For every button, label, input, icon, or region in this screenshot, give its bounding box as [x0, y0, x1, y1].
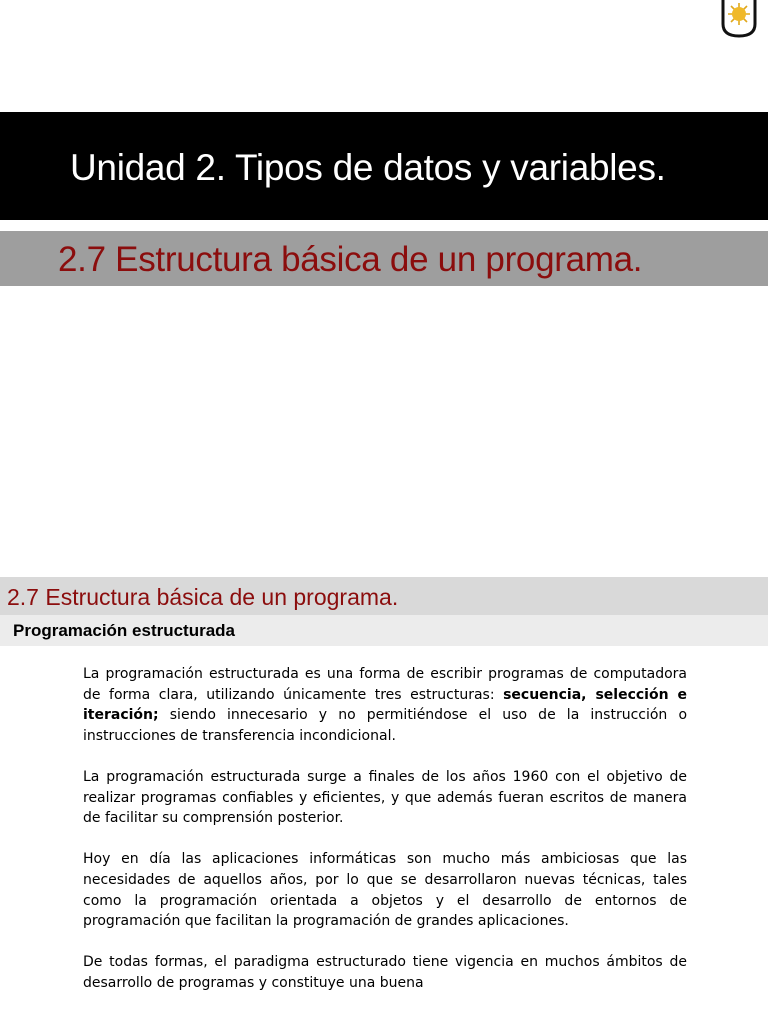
paragraph-1-bold: secuencia, selección e iteración; [83, 686, 687, 724]
university-crest-icon [720, 0, 758, 38]
slide2-section-title: 2.7 Estructura básica de un programa. [7, 584, 399, 610]
paragraph-1 [83, 664, 687, 746]
page-title: Unidad 2. Tipos de datos y variables. [70, 147, 666, 188]
section-subtitle: 2.7 Estructura básica de un programa. [58, 240, 643, 279]
paragraph-1-lead: La programación estructurada es una forma de escribir programas de computadora de forma clara, utilizando únicamente tres estructuras: [83, 666, 687, 703]
slide2-topic-heading: Programación estructurada [13, 621, 236, 640]
paragraph-2: La programación estructurada surge a finales de los años 1960 con el objetivo de realizar programas confiables y eficientes, y que además fueran escritos de manera de facilitar su comprensión posterior. [83, 768, 687, 827]
slide2-body [83, 664, 687, 1014]
paragraph-1-tail: siendo innecesario y no permitiéndose el uso de la instrucción o instrucciones de transferencia incondicional. [83, 707, 688, 744]
paragraph-4: De todas formas, el paradigma estructurado tiene vigencia en muchos ámbitos de desarrollo de programas y constituye una buena [83, 954, 687, 991]
paragraph-3: Hoy en día las aplicaciones informáticas son mucho más ambiciosas que las necesidades de aquellos años, por lo que se desarrollaron nuevas técnicas, tales como la programación orientada a objetos y el desarrollo de entornos de programación que facilitan la programación de grandes aplicaciones. [83, 851, 687, 930]
